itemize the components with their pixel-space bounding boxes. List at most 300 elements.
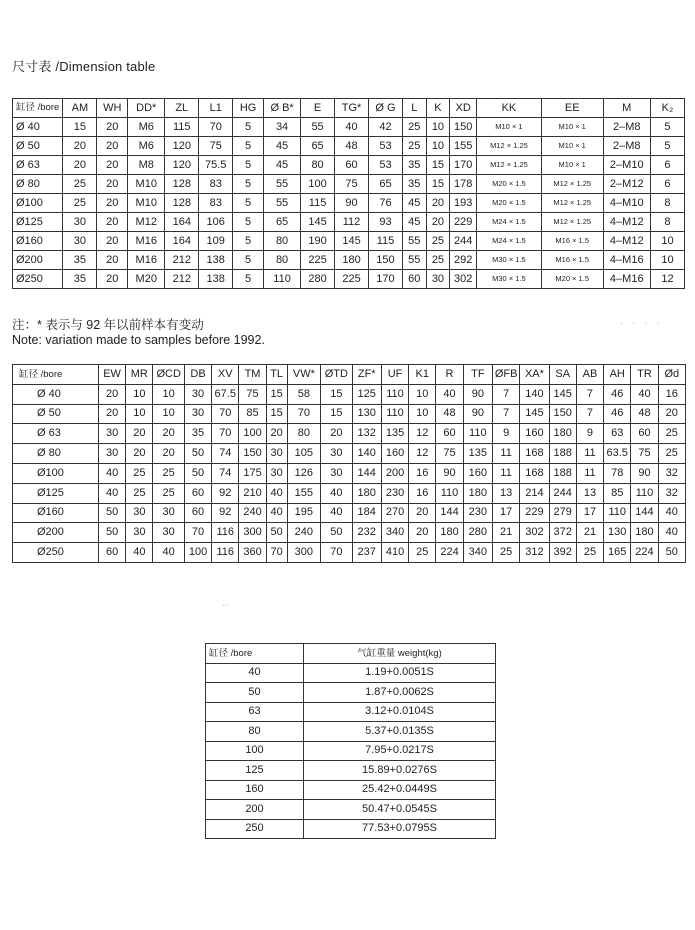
table-cell: 150 [239,444,266,464]
table-cell: 244 [549,483,576,503]
table-cell: 45 [264,137,301,156]
table-cell: 110 [264,270,301,289]
table-cell: 53 [369,137,403,156]
table-cell: 30 [184,404,211,424]
table-cell: M16 [128,251,165,270]
table-cell: 50.47+0.0545S [304,800,496,820]
table-cell: 17 [576,503,603,523]
table-cell: 20 [98,404,125,424]
column-header: ZL [165,99,199,118]
table-cell: 20 [426,194,450,213]
table-cell: M12 × 1.25 [541,175,603,194]
table-cell: 20 [97,156,128,175]
table-row [13,213,685,232]
table-cell: 140 [352,444,381,464]
table-cell: M10 [128,194,165,213]
table-row [13,156,685,175]
table-cell: 150 [369,251,403,270]
table-cell: 230 [381,483,408,503]
table-cell: 132 [352,424,381,444]
table-cell: 40 [266,483,287,503]
table-cell: 4–M16 [603,251,650,270]
column-header: MR [126,365,153,385]
table-cell: 46 [604,384,631,404]
table-cell: M20 [128,270,165,289]
table-cell: 145 [520,404,549,424]
table-cell: 40 [335,118,369,137]
table-cell: 76 [369,194,403,213]
bore-cell: Ø200 [13,523,99,543]
column-header: EE [541,99,603,118]
table-cell: 25 [63,175,97,194]
table-cell: 7 [576,384,603,404]
table-cell: 1.19+0.0051S [304,663,496,683]
table-cell: 50 [98,503,125,523]
table-cell: 190 [301,232,335,251]
table-cell: 90 [436,463,463,483]
table-cell: 50 [184,463,211,483]
table-cell: 25 [658,424,685,444]
column-header: ØTD [321,365,352,385]
table-cell: 20 [658,404,685,424]
table-cell: 25 [153,463,184,483]
table-cell: M8 [128,156,165,175]
dimension-table-1 [12,98,685,289]
table-cell: 30 [126,523,153,543]
column-header: 缸径 /bore [13,99,63,118]
table-row [13,503,686,523]
column-header: AB [576,365,603,385]
table-cell: 30 [153,503,184,523]
table-cell: 10 [409,384,436,404]
table-cell: 20 [97,118,128,137]
table-cell: 20 [97,213,128,232]
table-cell: 240 [239,503,266,523]
bore-cell: 50 [206,683,304,703]
table-cell: 50 [321,523,352,543]
table-cell: 5 [233,118,264,137]
table-cell: 45 [402,213,426,232]
table-cell: 90 [463,404,492,424]
table-cell: 116 [212,523,239,543]
table-row [13,523,686,543]
table-cell: 279 [549,503,576,523]
table-cell: 20 [97,175,128,194]
table-cell: 80 [287,424,321,444]
table-cell: 229 [450,213,477,232]
table-cell: 92 [212,483,239,503]
table-cell: 10 [126,404,153,424]
table-cell: 20 [63,156,97,175]
table-cell: 25 [493,543,520,563]
table-cell: 7 [493,384,520,404]
table-cell: 60 [184,503,211,523]
table-cell: 40 [436,384,463,404]
table-row [13,444,686,464]
table-cell: 168 [520,463,549,483]
bore-cell: Ø 63 [13,424,99,444]
table-cell: 155 [287,483,321,503]
table-cell: 15 [426,156,450,175]
column-header: XA* [520,365,549,385]
table-cell: 15 [63,118,97,137]
column-header: L [402,99,426,118]
table-cell: 340 [381,523,408,543]
table-row [13,270,685,289]
table-cell: 292 [450,251,477,270]
table-row [13,384,686,404]
table-cell: 70 [199,118,233,137]
table-cell: 150 [549,404,576,424]
table-cell: 180 [631,523,658,543]
column-header: EW [98,365,125,385]
table-cell: 224 [436,543,463,563]
table-header-row [206,644,496,664]
table-cell: 145 [335,232,369,251]
table-cell: 60 [402,270,426,289]
table-row [13,483,686,503]
column-header: Ø B* [264,99,301,118]
table-row [13,404,686,424]
table-cell: 30 [321,463,352,483]
table-cell: 20 [409,503,436,523]
table-cell: 212 [165,251,199,270]
bore-cell: 80 [206,722,304,742]
table-cell: 40 [126,543,153,563]
table-row [206,683,496,703]
column-header: XD [450,99,477,118]
table-cell: 302 [520,523,549,543]
table-cell: 15 [266,384,287,404]
table-cell: M16 × 1.5 [541,251,603,270]
table-cell: 67.5 [212,384,239,404]
table-row [206,663,496,683]
table-cell: 300 [287,543,321,563]
table-cell: 240 [287,523,321,543]
bore-cell: Ø 80 [13,444,99,464]
table-cell: 180 [352,483,381,503]
table-cell: 5 [233,156,264,175]
column-header: HG [233,99,264,118]
table-cell: 2–M8 [603,137,650,156]
column-header: SA [549,365,576,385]
table-cell: 10 [426,118,450,137]
table-cell: 225 [301,251,335,270]
table-cell: 15 [266,404,287,424]
table-cell: 30 [266,444,287,464]
table-row [13,175,685,194]
table-cell: 30 [426,270,450,289]
table-cell: 70 [212,424,239,444]
table-cell: 2–M12 [603,175,650,194]
table-header-row [13,99,685,118]
column-header: L1 [199,99,233,118]
table-cell: 160 [520,424,549,444]
table-header-row [13,365,686,385]
table-cell: 75 [631,444,658,464]
column-header: TR [631,365,658,385]
column-header: TG* [335,99,369,118]
table-cell: 40 [98,463,125,483]
table-cell: 229 [520,503,549,523]
table-cell: 40 [98,483,125,503]
column-header: AH [604,365,631,385]
table-cell: 15 [321,384,352,404]
bore-cell: Ø 80 [13,175,63,194]
bore-cell: Ø 50 [13,137,63,156]
table-cell: 40 [321,503,352,523]
table-cell: 11 [576,444,603,464]
table-cell: 11 [576,463,603,483]
table-cell: 225 [335,270,369,289]
table-cell: 200 [381,463,408,483]
table-cell: 20 [153,444,184,464]
table-cell: 155 [450,137,477,156]
table-cell: 20 [409,523,436,543]
column-header: 缸径 /bore [13,365,99,385]
bore-cell: Ø250 [13,543,99,563]
table-cell: 70 [266,543,287,563]
column-header: ØCD [153,365,184,385]
table-cell: M30 × 1.5 [477,270,542,289]
table-cell: 30 [98,424,125,444]
column-header: 气缸重量 weight(kg) [304,644,496,664]
table-cell: 25 [402,118,426,137]
page-title: 尺寸表 /Dimension table [12,59,156,74]
table-cell: 3.12+0.0104S [304,702,496,722]
table-cell: 115 [301,194,335,213]
table-cell: 80 [264,232,301,251]
column-header: ZF* [352,365,381,385]
table-cell: 65 [264,213,301,232]
column-header: K₂ [650,99,684,118]
table-row [13,424,686,444]
table-cell: 164 [165,232,199,251]
table-row [206,702,496,722]
table-cell: 145 [301,213,335,232]
table-cell: 45 [402,194,426,213]
table-cell: 138 [199,251,233,270]
table-cell: 90 [335,194,369,213]
table-cell: 32 [658,483,685,503]
column-header: KK [477,99,542,118]
table-cell: 110 [381,404,408,424]
table-cell: 180 [463,483,492,503]
table-cell: 5 [233,194,264,213]
table-cell: 105 [287,444,321,464]
table-cell: 46 [604,404,631,424]
table-cell: 60 [335,156,369,175]
column-header: M [603,99,650,118]
table-row [206,761,496,781]
table-cell: 6 [650,175,684,194]
table-cell: 170 [369,270,403,289]
table-cell: 10 [126,384,153,404]
table-cell: 138 [199,270,233,289]
column-header: ØFB [493,365,520,385]
table-cell: 164 [165,213,199,232]
table-cell: 15 [426,175,450,194]
table-cell: 392 [549,543,576,563]
table-cell: 10 [153,404,184,424]
table-cell: 5 [233,175,264,194]
weight-table [205,643,496,839]
table-cell: M12 × 1.25 [541,213,603,232]
table-cell: 48 [335,137,369,156]
table-row [13,118,685,137]
table-row [13,137,685,156]
table-cell: 20 [321,424,352,444]
table-cell: 45 [264,156,301,175]
table-cell: M20 × 1.5 [541,270,603,289]
table-cell: 48 [436,404,463,424]
table-cell: 25 [153,483,184,503]
table-cell: 125 [352,384,381,404]
table-cell: M24 × 1.5 [477,232,542,251]
note-english: Note: variation made to samples before 1992. [12,333,265,347]
table-cell: 12 [650,270,684,289]
table-cell: M30 × 1.5 [477,251,542,270]
table-cell: 210 [239,483,266,503]
table-cell: 83 [199,175,233,194]
table-cell: 4–M12 [603,213,650,232]
table-cell: 178 [450,175,477,194]
column-header: 缸径 /bore [206,644,304,664]
table-cell: 25.42+0.0449S [304,780,496,800]
column-header: XV [212,365,239,385]
table-cell: 30 [126,503,153,523]
table-cell: 85 [604,483,631,503]
table-cell: 372 [549,523,576,543]
table-cell: 42 [369,118,403,137]
bore-cell: 200 [206,800,304,820]
table-row [13,251,685,270]
column-header: TF [463,365,492,385]
table-cell: 30 [63,232,97,251]
table-cell: 12 [409,424,436,444]
table-cell: 5 [233,137,264,156]
table-cell: 188 [549,463,576,483]
table-cell: 110 [463,424,492,444]
table-cell: 70 [321,543,352,563]
table-cell: 53 [369,156,403,175]
dimension-table-2 [12,364,686,563]
table-cell: 55 [301,118,335,137]
table-cell: 55 [264,194,301,213]
table-cell: 5 [233,251,264,270]
table-cell: M16 [128,232,165,251]
table-cell: 5 [650,118,684,137]
table-cell: 83 [199,194,233,213]
note-chinese: 注：* 表示与 92 年以前样本有变动 [12,318,204,332]
column-header: DD* [128,99,165,118]
table-cell: 5 [233,270,264,289]
table-cell: 5 [233,232,264,251]
bore-cell: Ø 40 [13,118,63,137]
table-cell: 7.95+0.0217S [304,741,496,761]
table-cell: 237 [352,543,381,563]
table-cell: 5.37+0.0135S [304,722,496,742]
table-cell: 130 [604,523,631,543]
bore-cell: Ø125 [13,483,99,503]
table-cell: 144 [631,503,658,523]
table-cell: 75 [335,175,369,194]
table-cell: 60 [436,424,463,444]
bore-cell: Ø100 [13,463,99,483]
table-cell: 77.53+0.0795S [304,819,496,839]
table-cell: 232 [352,523,381,543]
table-cell: 145 [549,384,576,404]
column-header: Ød [658,365,685,385]
column-header: AM [63,99,97,118]
table-cell: 128 [165,175,199,194]
table-cell: 25 [63,194,97,213]
table-cell: 144 [436,503,463,523]
table-cell: 60 [98,543,125,563]
table-cell: 70 [212,404,239,424]
table-cell: 50 [266,523,287,543]
column-header: TL [266,365,287,385]
table-cell: 25 [126,463,153,483]
table-cell: 116 [212,543,239,563]
table-cell: 20 [126,444,153,464]
table-cell: 128 [165,194,199,213]
table-cell: 55 [402,251,426,270]
table-cell: M10 × 1 [541,156,603,175]
table-cell: 165 [604,543,631,563]
table-cell: 75.5 [199,156,233,175]
column-header: UF [381,365,408,385]
table-cell: 110 [631,483,658,503]
table-cell: 15.89+0.0276S [304,761,496,781]
table-cell: 110 [604,503,631,523]
table-cell: 50 [98,523,125,543]
table-cell: 40 [658,523,685,543]
table-cell: 20 [153,424,184,444]
table-cell: 48 [631,404,658,424]
table-cell: 184 [352,503,381,523]
column-header: DB [184,365,211,385]
bore-cell: 250 [206,819,304,839]
bore-cell: Ø125 [13,213,63,232]
table-cell: 4–M12 [603,232,650,251]
table-cell: 360 [239,543,266,563]
table-cell: 40 [153,543,184,563]
table-cell: 20 [426,213,450,232]
table-cell: 9 [493,424,520,444]
table-cell: 30 [266,463,287,483]
table-cell: M10 [128,175,165,194]
column-header: VW* [287,365,321,385]
table-cell: 50 [184,444,211,464]
table-cell: 30 [98,444,125,464]
table-cell: 135 [381,424,408,444]
column-header: TM [239,365,266,385]
table-cell: 170 [450,156,477,175]
table-row [206,780,496,800]
table-cell: 11 [493,444,520,464]
table-cell: 175 [239,463,266,483]
table-cell: 280 [463,523,492,543]
column-header: K [426,99,450,118]
table-cell: 300 [239,523,266,543]
table-cell: 75 [199,137,233,156]
column-header: R [436,365,463,385]
table-cell: 16 [658,384,685,404]
table-cell: 16 [409,463,436,483]
table-cell: 6 [650,156,684,175]
table-cell: 100 [301,175,335,194]
